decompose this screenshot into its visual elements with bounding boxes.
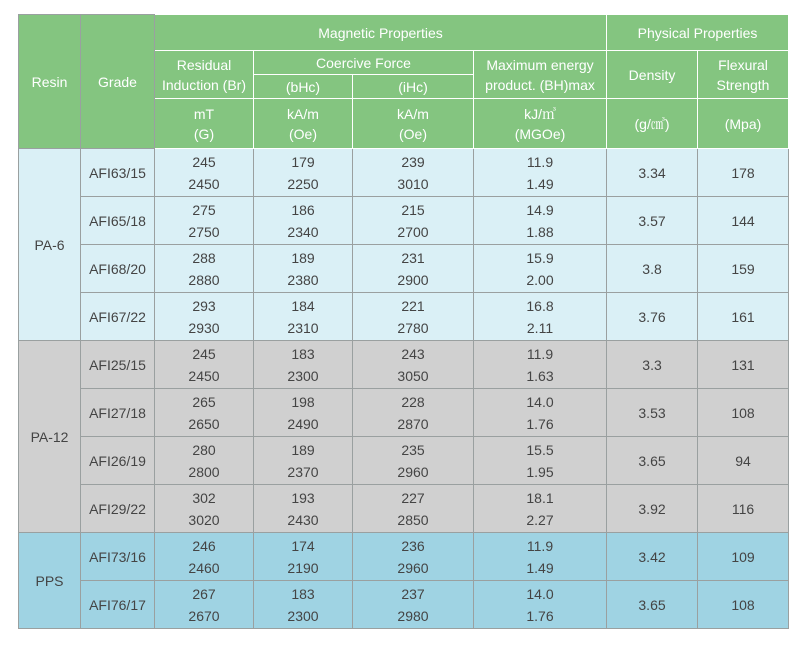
max-energy-cell — [474, 581, 607, 629]
unit-bhc-line: kA/m — [287, 105, 319, 122]
max-energy-cell-value: 1.95 — [526, 463, 554, 480]
max-energy-cell-value: 1.88 — [526, 223, 554, 240]
unit-residual-induction-line: (G) — [193, 125, 215, 142]
residual-induction-cell-value: 246 — [192, 537, 216, 554]
flexural-strength-cell: 161 — [698, 293, 789, 341]
header-bhc: (bHc) — [254, 75, 353, 99]
table-row — [19, 293, 789, 341]
flexural-strength-cell: 108 — [698, 581, 789, 629]
unit-max-energy-line: (MGOe) — [514, 125, 566, 142]
header-density: Density — [607, 51, 698, 99]
density-cell: 3.92 — [607, 485, 698, 533]
bhc-cell-value: 2430 — [287, 511, 319, 528]
max-energy-cell — [474, 245, 607, 293]
max-energy-cell — [474, 485, 607, 533]
ihc-cell — [353, 389, 474, 437]
max-energy-cell-value: 2.00 — [526, 271, 554, 288]
bhc-cell — [254, 389, 353, 437]
bhc-cell-value: 2370 — [287, 463, 319, 480]
flexural-strength-cell: 116 — [698, 485, 789, 533]
residual-induction-cell-value: 2880 — [188, 271, 220, 288]
table-row — [19, 485, 789, 533]
table-row — [19, 437, 789, 485]
resin-group — [19, 341, 789, 533]
residual-induction-label: Residual Induction (Br) — [161, 56, 247, 93]
unit-flexural-line: (Mpa) — [724, 115, 762, 132]
bhc-cell-value: 186 — [291, 201, 315, 218]
residual-induction-cell-value: 288 — [192, 249, 216, 266]
ihc-cell-value: 228 — [401, 393, 425, 410]
ihc-cell — [353, 341, 474, 389]
flexural-strength-cell: 109 — [698, 533, 789, 581]
table-header — [19, 15, 789, 149]
residual-induction-cell-value: 293 — [192, 297, 216, 314]
table-row — [19, 149, 789, 197]
residual-induction-cell — [155, 437, 254, 485]
resin-cell: PA-6 — [19, 149, 81, 341]
density-cell: 3.76 — [607, 293, 698, 341]
header-flexural-strength — [698, 51, 789, 99]
residual-induction-cell — [155, 197, 254, 245]
residual-induction-cell-value: 2450 — [188, 175, 220, 192]
residual-induction-cell — [155, 245, 254, 293]
residual-induction-cell-value: 2460 — [188, 559, 220, 576]
ihc-cell-value: 2980 — [397, 607, 429, 624]
bhc-cell-value: 2340 — [287, 223, 319, 240]
ihc-cell-value: 231 — [401, 249, 425, 266]
density-cell: 3.3 — [607, 341, 698, 389]
header-grade: Grade — [81, 15, 155, 149]
max-energy-cell — [474, 533, 607, 581]
residual-induction-cell-value: 245 — [192, 153, 216, 170]
resin-cell: PA-12 — [19, 341, 81, 533]
bhc-cell-value: 2490 — [287, 415, 319, 432]
ihc-cell — [353, 581, 474, 629]
max-energy-cell-value: 1.49 — [526, 175, 554, 192]
ihc-cell — [353, 485, 474, 533]
flexural-strength-cell: 94 — [698, 437, 789, 485]
ihc-cell — [353, 533, 474, 581]
ihc-cell — [353, 245, 474, 293]
header-physical-properties: Physical Properties — [607, 15, 789, 51]
unit-flexural — [698, 99, 789, 149]
bhc-cell-value: 2300 — [287, 607, 319, 624]
bhc-cell — [254, 197, 353, 245]
residual-induction-cell — [155, 485, 254, 533]
max-energy-cell-value: 15.5 — [526, 441, 554, 458]
residual-induction-cell-value: 245 — [192, 345, 216, 362]
residual-induction-cell — [155, 149, 254, 197]
ihc-cell-value: 2960 — [397, 463, 429, 480]
density-cell: 3.53 — [607, 389, 698, 437]
table-row — [19, 581, 789, 629]
flexural-strength-cell: 159 — [698, 245, 789, 293]
bhc-cell — [254, 533, 353, 581]
bhc-cell — [254, 149, 353, 197]
grade-cell: AFI27/18 — [81, 389, 155, 437]
ihc-cell-value: 2870 — [397, 415, 429, 432]
resin-group — [19, 533, 789, 629]
grade-cell: AFI65/18 — [81, 197, 155, 245]
ihc-cell-value: 2780 — [397, 319, 429, 336]
ihc-cell-value: 2900 — [397, 271, 429, 288]
density-cell: 3.8 — [607, 245, 698, 293]
max-energy-cell-value: 1.63 — [526, 367, 554, 384]
bhc-cell-value: 2310 — [287, 319, 319, 336]
bhc-cell — [254, 581, 353, 629]
unit-density-line: (g/㎤) — [634, 115, 670, 132]
grade-cell: AFI67/22 — [81, 293, 155, 341]
ihc-cell-value: 221 — [401, 297, 425, 314]
magnet-properties-table — [18, 14, 789, 629]
bhc-cell-value: 183 — [291, 345, 315, 362]
bhc-cell — [254, 341, 353, 389]
ihc-cell-value: 237 — [401, 585, 425, 602]
residual-induction-cell — [155, 533, 254, 581]
max-energy-cell-value: 1.49 — [526, 559, 554, 576]
bhc-cell — [254, 485, 353, 533]
max-energy-cell — [474, 437, 607, 485]
bhc-cell-value: 189 — [291, 441, 315, 458]
bhc-cell-value: 2190 — [287, 559, 319, 576]
ihc-cell — [353, 197, 474, 245]
ihc-cell-value: 3050 — [397, 367, 429, 384]
max-energy-cell — [474, 197, 607, 245]
grade-cell: AFI26/19 — [81, 437, 155, 485]
unit-residual-induction — [155, 99, 254, 149]
residual-induction-cell — [155, 389, 254, 437]
max-energy-cell — [474, 341, 607, 389]
max-energy-cell-value: 16.8 — [526, 297, 554, 314]
unit-bhc — [254, 99, 353, 149]
bhc-cell-value: 198 — [291, 393, 315, 410]
header-coercive-force: Coercive Force — [254, 51, 474, 75]
max-energy-cell-value: 14.9 — [526, 201, 554, 218]
residual-induction-cell-value: 2450 — [188, 367, 220, 384]
header-magnetic-properties: Magnetic Properties — [155, 15, 607, 51]
flexural-strength-cell: 144 — [698, 197, 789, 245]
bhc-cell — [254, 245, 353, 293]
bhc-cell-value: 2300 — [287, 367, 319, 384]
ihc-cell — [353, 293, 474, 341]
density-cell: 3.65 — [607, 581, 698, 629]
max-energy-cell-value: 2.11 — [526, 319, 554, 336]
ihc-cell-value: 227 — [401, 489, 425, 506]
flexural-strength-cell: 178 — [698, 149, 789, 197]
ihc-cell-value: 3010 — [397, 175, 429, 192]
resin-group — [19, 149, 789, 341]
max-energy-cell-value: 1.76 — [526, 415, 554, 432]
grade-cell: AFI73/16 — [81, 533, 155, 581]
max-energy-cell-value: 1.76 — [526, 607, 554, 624]
table-row — [19, 533, 789, 581]
max-energy-cell — [474, 389, 607, 437]
max-energy-cell-value: 18.1 — [526, 489, 554, 506]
unit-bhc-line: (Oe) — [289, 125, 317, 142]
ihc-cell-value: 2960 — [397, 559, 429, 576]
residual-induction-cell — [155, 581, 254, 629]
ihc-cell — [353, 149, 474, 197]
residual-induction-cell-value: 2930 — [188, 319, 220, 336]
unit-max-energy-line: kJ/㎥ — [524, 105, 556, 122]
residual-induction-cell-value: 265 — [192, 393, 216, 410]
residual-induction-cell-value: 302 — [192, 489, 216, 506]
residual-induction-cell-value: 2650 — [188, 415, 220, 432]
flexural-strength-cell: 108 — [698, 389, 789, 437]
max-energy-cell-value: 2.27 — [526, 511, 554, 528]
table-row — [19, 389, 789, 437]
ihc-cell-value: 2700 — [397, 223, 429, 240]
residual-induction-cell-value: 280 — [192, 441, 216, 458]
max-energy-cell-value: 14.0 — [526, 393, 554, 410]
residual-induction-cell — [155, 341, 254, 389]
grade-cell: AFI68/20 — [81, 245, 155, 293]
header-ihc: (iHc) — [353, 75, 474, 99]
grade-cell: AFI63/15 — [81, 149, 155, 197]
unit-ihc — [353, 99, 474, 149]
bhc-cell-value: 174 — [291, 537, 315, 554]
ihc-cell-value: 215 — [401, 201, 425, 218]
residual-induction-cell — [155, 293, 254, 341]
residual-induction-cell-value: 2800 — [188, 463, 220, 480]
bhc-cell-value: 183 — [291, 585, 315, 602]
max-energy-cell-value: 11.9 — [526, 153, 554, 170]
density-cell: 3.34 — [607, 149, 698, 197]
grade-cell: AFI25/15 — [81, 341, 155, 389]
flexural-strength-label: Flexural Strength — [716, 56, 770, 93]
ihc-cell-value: 243 — [401, 345, 425, 362]
unit-residual-induction-line: mT — [193, 105, 215, 122]
unit-density — [607, 99, 698, 149]
grade-cell: AFI29/22 — [81, 485, 155, 533]
residual-induction-cell-value: 3020 — [188, 511, 220, 528]
ihc-cell-value: 239 — [401, 153, 425, 170]
ihc-cell — [353, 437, 474, 485]
bhc-cell — [254, 293, 353, 341]
max-energy-cell-value: 14.0 — [526, 585, 554, 602]
resin-cell: PPS — [19, 533, 81, 629]
unit-ihc-line: kA/m — [397, 105, 429, 122]
residual-induction-cell-value: 2750 — [188, 223, 220, 240]
bhc-cell-value: 2250 — [287, 175, 319, 192]
flexural-strength-cell: 131 — [698, 341, 789, 389]
max-energy-cell — [474, 293, 607, 341]
residual-induction-cell-value: 267 — [192, 585, 216, 602]
bhc-cell-value: 179 — [291, 153, 315, 170]
max-energy-label: Maximum energy product. (BH)max — [485, 56, 595, 93]
bhc-cell-value: 2380 — [287, 271, 319, 288]
residual-induction-cell-value: 275 — [192, 201, 216, 218]
table-row — [19, 341, 789, 389]
density-cell: 3.65 — [607, 437, 698, 485]
unit-ihc-line: (Oe) — [399, 125, 427, 142]
properties-table-container — [18, 14, 789, 629]
bhc-cell-value: 193 — [291, 489, 315, 506]
ihc-cell-value: 235 — [401, 441, 425, 458]
ihc-cell-value: 236 — [401, 537, 425, 554]
bhc-cell-value: 184 — [291, 297, 315, 314]
residual-induction-cell-value: 2670 — [188, 607, 220, 624]
table-row — [19, 197, 789, 245]
unit-max-energy — [474, 99, 607, 149]
max-energy-cell-value: 15.9 — [526, 249, 554, 266]
density-cell: 3.42 — [607, 533, 698, 581]
header-residual-induction — [155, 51, 254, 99]
max-energy-cell — [474, 149, 607, 197]
max-energy-cell-value: 11.9 — [526, 537, 554, 554]
table-row — [19, 245, 789, 293]
header-resin: Resin — [19, 15, 81, 149]
bhc-cell — [254, 437, 353, 485]
header-max-energy — [474, 51, 607, 99]
grade-cell: AFI76/17 — [81, 581, 155, 629]
ihc-cell-value: 2850 — [397, 511, 429, 528]
bhc-cell-value: 189 — [291, 249, 315, 266]
density-cell: 3.57 — [607, 197, 698, 245]
max-energy-cell-value: 11.9 — [526, 345, 554, 362]
